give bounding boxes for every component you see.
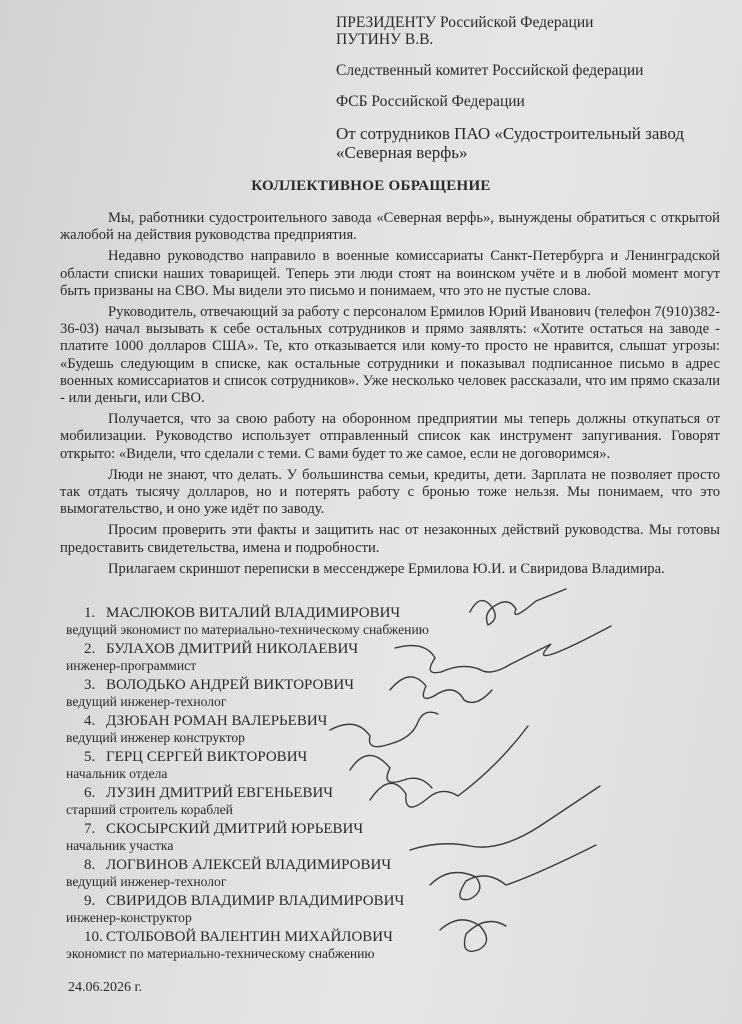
document-title: КОЛЛЕКТИВНОЕ ОБРАЩЕНИЕ (251, 178, 491, 194)
letter-body (60, 210, 720, 582)
signatory-item (66, 892, 626, 926)
signatory-list (66, 604, 626, 964)
signatory-number: 10. (84, 929, 103, 945)
signatory-name: ГЕРЦ СЕРГЕЙ ВИКТОРОВИЧ (106, 749, 308, 765)
signatory-number: 1. (84, 605, 96, 621)
signatory-item (66, 928, 626, 962)
signatory-name: ВОЛОДЬКО АНДРЕЙ ВИКТОРОВИЧ (106, 677, 354, 693)
signatory-name: ЛУЗИН ДМИТРИЙ ЕВГЕНЬЕВИЧ (106, 785, 334, 801)
signatory-name: СВИРИДОВ ВЛАДИМИР ВЛАДИМИРОВИЧ (106, 893, 405, 909)
paragraph: Просим проверить эти факты и защитить нас от незаконных действий руководства. Мы готовы предоставить свидетельства, имена и подробности. (60, 522, 720, 556)
signatory-number: 5. (84, 749, 96, 765)
addressee-line: Следственный комитет Российской федерации (336, 62, 644, 79)
signatory-item (66, 640, 626, 674)
signatory-position: ведущий инженер-технолог (66, 874, 227, 889)
addressee-block (336, 14, 726, 176)
addressee-line: ПРЕЗИДЕНТУ Российской Федерации (336, 14, 594, 31)
signatory-name: СКОСЫРСКИЙ ДМИТРИЙ ЮРЬЕВИЧ (106, 821, 364, 837)
signatory-position: инженер-программист (66, 658, 197, 673)
signatory-item (66, 748, 626, 782)
signatory-position: старший строитель кораблей (66, 802, 233, 817)
signatory-position: экономист по материально-техническому снабжению (66, 946, 375, 961)
signatory-item (66, 820, 626, 854)
signatory-name: БУЛАХОВ ДМИТРИЙ НИКОЛАЕВИЧ (106, 641, 359, 657)
signatory-number: 4. (84, 713, 96, 729)
sender-line: От сотрудников ПАО «Судостроительный завод (336, 124, 684, 143)
signatory-name: МАСЛЮКОВ ВИТАЛИЙ ВЛАДИМИРОВИЧ (106, 605, 401, 621)
signatory-position: начальник участка (66, 838, 174, 853)
paragraph: Получается, что за свою работу на оборонном предприятии мы теперь должны откупаться от мобилизации. Руководство использует отправленный список как инструмент запугивания. Говорят открыто: «Видели, что сделали с теми. С вами будет то же самое, если не договоримся». (60, 411, 720, 462)
signatory-position: начальник отдела (66, 766, 168, 781)
signatory-number: 2. (84, 641, 96, 657)
paragraph: Мы, работники судостроительного завода «Северная верфь», вынуждены обратиться с открытой жалобой на действия руководства предприятия. (60, 210, 720, 244)
signatory-name: СТОЛБОВОЙ ВАЛЕНТИН МИХАЙЛОВИЧ (106, 929, 393, 945)
signatory-position: ведущий инженер-технолог (66, 694, 227, 709)
addressee-line: ФСБ Российской Федерации (336, 93, 525, 110)
signatory-number: 9. (84, 893, 96, 909)
paragraph: Руководитель, отвечающий за работу с персоналом Ермилов Юрий Иванович (телефон 7(910)382-36-03) начал вызывать к себе остальных сотрудников и прямо заявлять: «Хотите остаться на заводе - платите 1000 долларов США». Те, кто отказывается или кому-то просто не нравится, слышат угрозы: «Будешь следующим в списке, как остальные сотрудники и показывал подписанное письмо в адрес военных комиссариатов и список сотрудников». Уже несколько человек рассказали, что им прямо сказали - или деньги, или СВО. (60, 304, 720, 407)
signatory-name: ЛОГВИНОВ АЛЕКСЕЙ ВЛАДИМИРОВИЧ (106, 857, 392, 873)
paragraph: Люди не знают, что делать. У большинства семьи, кредиты, дети. Зарплата не позволяет просто так отдать тысячу долларов, но и потерять работу с бронью тоже нельзя. Мы понимаем, что это вымогательство, и оно уже идёт по заводу. (60, 466, 720, 518)
signatory-item (66, 676, 626, 710)
signatory-item (66, 712, 626, 746)
paragraph: Недавно руководство направило в военные комиссариаты Санкт-Петербурга и Ленинградской области списки наших товарищей. Теперь эти люди стоят на воинском учёте и в любой момент могут быть призваны на СВО. Мы видели это письмо и понимаем, что это не пустые слова. (60, 248, 720, 299)
sender-line: «Северная верфь» (336, 143, 468, 162)
signatory-name: ДЗЮБАН РОМАН ВАЛЕРЬЕВИЧ (106, 713, 328, 729)
signatory-position: инженер-конструктор (66, 910, 192, 925)
addressee-line: ПУТИНУ В.В. (336, 31, 434, 48)
signatory-item (66, 604, 626, 638)
signatory-item (66, 856, 626, 890)
paragraph: Прилагаем скриншот переписки в мессенджере Ермилова Ю.И. и Свиридова Владимира. (108, 560, 665, 577)
signatory-number: 6. (84, 785, 96, 801)
signatory-number: 7. (84, 821, 96, 837)
signatory-position: ведущий экономист по материально-техническому снабжению (66, 622, 429, 637)
signatory-number: 8. (84, 857, 96, 873)
signatory-position: ведущий инженер конструктор (66, 730, 245, 745)
document-date: 24.06.2026 г. (68, 980, 143, 995)
signatory-number: 3. (84, 677, 96, 693)
signatory-item (66, 784, 626, 818)
